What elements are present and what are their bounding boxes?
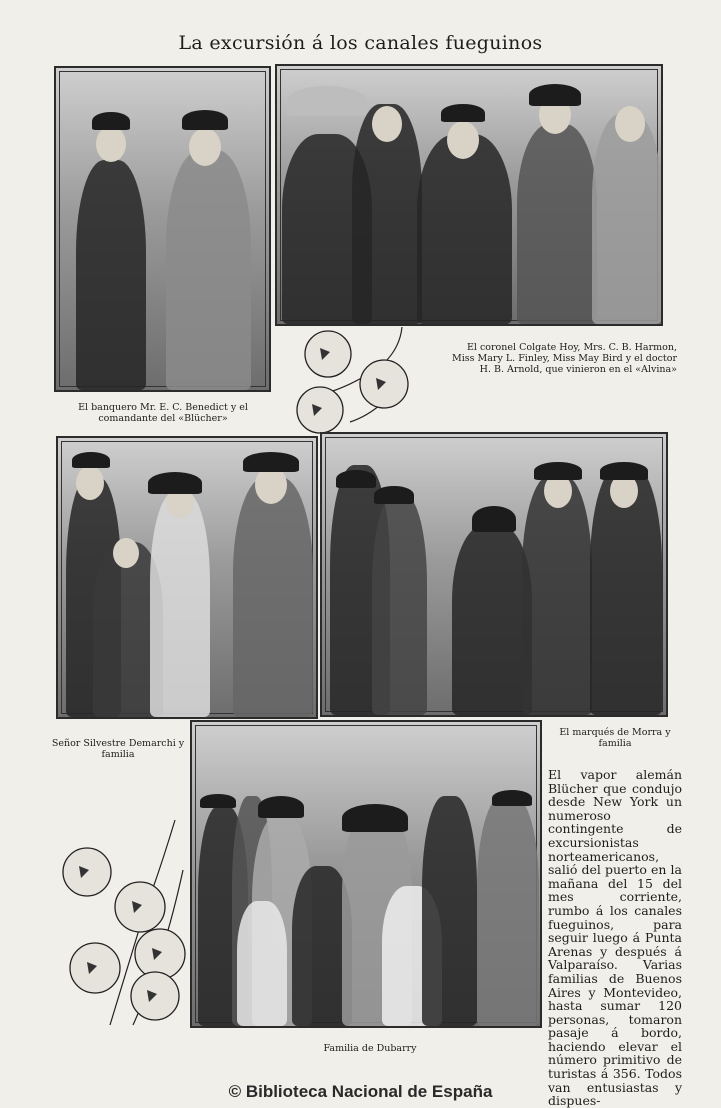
caption-photo-4: El marqués de Morra y familia <box>559 727 671 749</box>
photo-morra <box>320 432 668 717</box>
photo-alvina-group <box>275 64 663 326</box>
decorative-circles-icon <box>290 322 420 434</box>
caption-photo-5: Familia de Dubarry <box>323 1043 417 1054</box>
photo-dubarry <box>190 720 542 1028</box>
photo-benedict <box>54 66 271 392</box>
decorative-circles-icon <box>55 810 195 1035</box>
caption-photo-3: Señor Silvestre Demarchi y familia <box>51 738 185 760</box>
caption-photo-1: El banquero Mr. E. C. Benedict y el comandante del «Blücher» <box>78 402 248 424</box>
photo-demarchi <box>56 436 318 719</box>
article-text: El vapor alemán Blücher que condujo desde New York un numeroso contingente de excursionistas norteamericanos, salió del puerto en la mañana del 15 del mes corriente, rumbo á los canales fueguinos, para seguir luego á Punta Arenas y después á Valparaíso. Varias familias de Buenos Aires y Montevideo, hasta sumar 120 personas, tomaron pasaje á bordo, haciendo elevar el número primitivo de turistas á 356. Todos van entusiastas y dispues- <box>548 767 682 1108</box>
caption-photo-2: El coronel Colgate Hoy, Mrs. C. B. Harmon, Miss Mary L. Finley, Miss May Bird y el doctor H. B. Arnold, que vinieron en el «Alvina» <box>452 342 677 375</box>
page-title: La excursión á los canales fueguinos <box>178 32 543 54</box>
footer-credit: © Biblioteca Nacional de España <box>228 1082 493 1101</box>
